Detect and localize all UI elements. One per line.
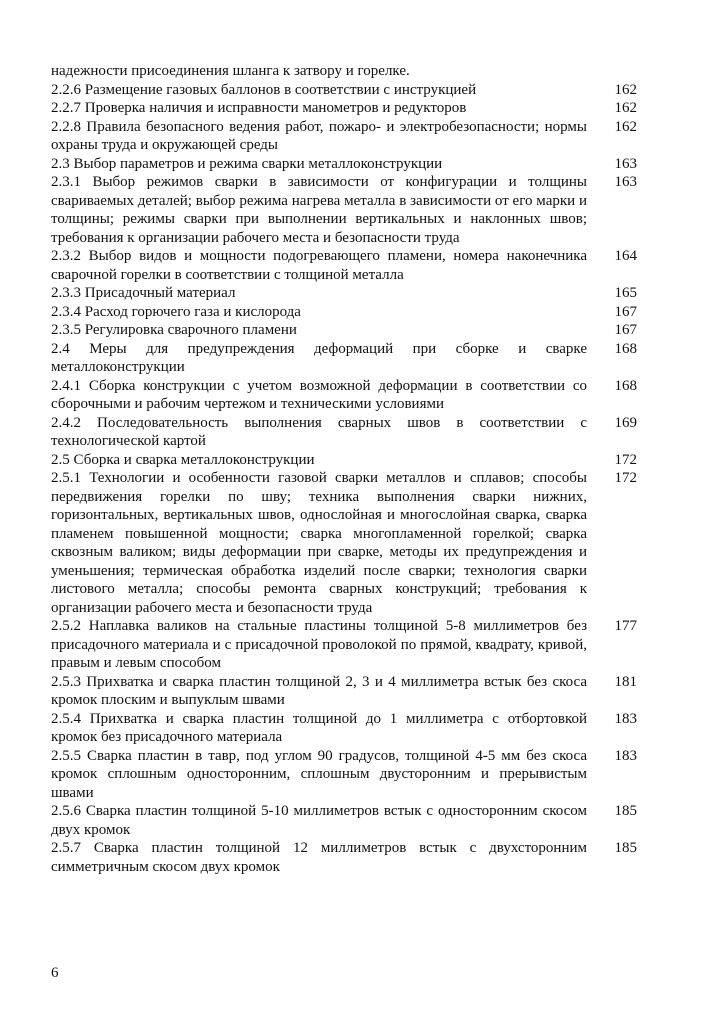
toc-entry [51,377,637,414]
toc-entry-title: 2.4 Меры для предупреждения деформаций при сборке и сварке металлоконструкции [51,340,587,375]
toc-entry [51,62,637,81]
toc-entry [51,81,637,100]
toc-entry-page: 167 [614,303,637,320]
toc-entry [51,747,637,803]
toc-entry-page: 163 [614,155,637,172]
toc-entry-title: 2.5.1 Технологии и особенности газовой сварки металлов и сплавов; способы передвижения горелки по шву; техника выполнения сварки нижних, горизонтальных, вертикальных швов, однослойная и многослойная сварка, сварка пламенем повышенной мощности; сварка многопламенной горелкой; сварка сквозным валиком; виды деформации при сварке, методы их предупреждения и уменьшения; термическая обработка изделий после сварки; технология сварки листового металла; способы ремонта сварных конструкций; требования к организации рабочего места и безопасности труда [51,470,587,616]
toc-entry-page: 164 [614,248,637,264]
toc-entry-page: 169 [614,414,637,431]
toc-entry-page: 172 [614,451,637,468]
toc-entry-page: 163 [614,174,637,190]
toc-entry-title: 2.5.6 Сварка пластин толщиной 5-10 миллиметров встык с односторонним скосом двух кромок [51,803,587,838]
toc-entry-page: 162 [614,118,637,135]
toc-entry [51,839,637,876]
toc-entry-title: 2.3.5 Регулировка сварочного пламени [51,322,297,338]
toc-entry [51,469,637,617]
toc-entry-page: 181 [614,673,637,690]
toc-entry-page: 183 [614,710,637,727]
toc-entry-title: 2.5.5 Сварка пластин в тавр, под углом 90 градусов, толщиной 4-5 мм без скоса кромок сплошным односторонним, сплошным двусторонним и прерывистым швами [51,747,587,801]
toc-entry [51,173,637,247]
toc-entry-title: 2.5.2 Наплавка валиков на стальные пластины толщиной 5-8 миллиметров без присадочного материала и с присадочной проволокой по прямой, квадрату, кривой, правым и левым способом [51,618,587,671]
toc-entry-title: 2.4.2 Последовательность выполнения сварных швов в соответствии с технологической картой [51,414,587,449]
toc-entry-title: 2.3.4 Расход горючего газа и кислорода [51,303,301,320]
toc-entry-page: 185 [614,803,637,819]
toc-entry [51,451,637,470]
toc-entry-title: 2.2.8 Правила безопасного ведения работ, пожаро- и электробезопасности; нормы охраны труда и окружающей среды [51,118,587,153]
toc-entry [51,303,637,322]
toc-entry [51,284,637,303]
toc-entry-page: 167 [614,322,637,338]
toc-entry [51,802,637,839]
toc-entry-page: 172 [614,470,637,486]
toc-entry-title: надежности присоединения шланга к затвору и горелке. [51,63,410,79]
toc-entry [51,710,637,747]
toc-entry [51,617,637,673]
toc-entry-title: 2.2.7 Проверка наличия и исправности манометров и редукторов [51,100,467,116]
toc-entry-title: 2.5.7 Сварка пластин толщиной 12 миллиметров встык с двухсторонним симметричным скосом двух кромок [51,840,587,875]
toc-entry [51,340,637,377]
toc-entry-page: 185 [614,840,637,856]
toc-entry-title: 2.3.2 Выбор видов и мощности подогревающего пламени, номера наконечника сварочной горелки в соответствии с толщиной металла [51,248,587,283]
toc-entry [51,99,637,118]
toc-entry-title: 2.5.4 Прихватка и сварка пластин толщиной до 1 миллиметра с отбортовкой кромок без присадочного материала [51,710,587,745]
toc-entry-title: 2.3.1 Выбор режимов сварки в зависимости от конфигурации и толщины свариваемых деталей; выбор режима нагрева металла в зависимости от его марки и толщины; режимы сварки при выполнении вертикальных и наклонных швов; требования к организации рабочего места и безопасности труда [51,174,587,246]
toc-entry-page: 165 [614,285,637,301]
toc-entry [51,247,637,284]
toc-entry-title: 2.4.1 Сборка конструкции с учетом возможной деформации в соответствии со сборочными и рабочим чертежом и техническими условиями [51,377,587,412]
toc-entry-page: 168 [614,377,637,394]
page-number: 6 [51,965,59,981]
toc-entry-title: 2.3.3 Присадочный материал [51,285,236,301]
toc-entry [51,414,637,451]
toc-entry-page: 183 [614,747,637,764]
toc-entry [51,673,637,710]
toc-entry [51,155,637,174]
table-of-contents [51,62,637,876]
toc-entry-page: 168 [614,340,637,357]
toc-entry-title: 2.3 Выбор параметров и режима сварки металлоконструкции [51,155,443,172]
toc-entry-page: 177 [614,618,637,634]
toc-entry [51,321,637,340]
toc-entry-title: 2.5.3 Прихватка и сварка пластин толщиной 2, 3 и 4 миллиметра встык без скоса кромок плоским и выпуклым швами [51,673,587,708]
toc-entry-page: 162 [614,100,637,116]
toc-entry [51,118,637,155]
toc-entry-title: 2.2.6 Размещение газовых баллонов в соответствии с инструкцией [51,81,477,98]
toc-entry-title: 2.5 Сборка и сварка металлоконструкции [51,451,315,468]
toc-entry-page: 162 [614,81,637,98]
